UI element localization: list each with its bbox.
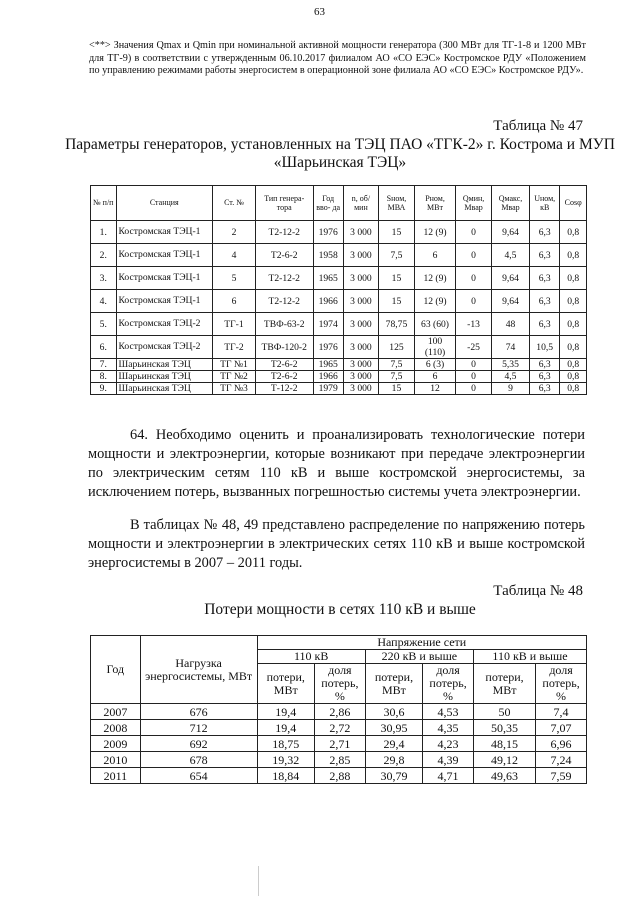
cell: 6,3	[529, 244, 559, 267]
cell: 12 (9)	[414, 290, 455, 313]
cell: Т2-12-2	[255, 221, 313, 244]
cell: 9,64	[492, 221, 530, 244]
table-row	[91, 290, 587, 313]
cell: 2,85	[314, 752, 365, 768]
cell: 1979	[313, 383, 343, 395]
cell: Т2-6-2	[255, 244, 313, 267]
cell: 15	[379, 221, 415, 244]
cell: -25	[456, 336, 492, 359]
col-header-s-nom: Sном, МВА	[379, 186, 415, 221]
cell: 6	[414, 244, 455, 267]
cell: -13	[456, 313, 492, 336]
cell: 2,71	[314, 736, 365, 752]
col-header-loss: потери, МВт	[473, 664, 535, 704]
cell: 1958	[313, 244, 343, 267]
cell: 7,24	[536, 752, 587, 768]
table-47-label: Таблица № 47	[493, 118, 583, 134]
page-number: 63	[314, 6, 325, 18]
cell: 9	[492, 383, 530, 395]
cell: 30,79	[365, 768, 422, 784]
cell: 8.	[91, 371, 117, 383]
cell: 0	[456, 267, 492, 290]
cell: 30,95	[365, 720, 422, 736]
cell: 4,39	[423, 752, 474, 768]
cell: 9,64	[492, 290, 530, 313]
cell: 49,12	[473, 752, 535, 768]
cell: 0	[456, 383, 492, 395]
cell: 9.	[91, 383, 117, 395]
table-row	[91, 704, 587, 720]
cell: 50,35	[473, 720, 535, 736]
cell: 2,86	[314, 704, 365, 720]
power-losses-table	[90, 635, 587, 784]
cell: Т2-6-2	[255, 371, 313, 383]
cell: 2010	[91, 752, 141, 768]
cell: 0,8	[560, 221, 587, 244]
cell: 0,8	[560, 267, 587, 290]
cell: 3 000	[343, 383, 378, 395]
cell: ТГ №2	[213, 371, 256, 383]
cell: 63 (60)	[414, 313, 455, 336]
col-header-loss: потери, МВт	[365, 664, 422, 704]
cell: 6,3	[529, 313, 559, 336]
col-header-110kv: 110 кВ	[257, 650, 365, 664]
cell: 2009	[91, 736, 141, 752]
cell: 678	[140, 752, 257, 768]
col-header-q-max: Qмакс, Мвар	[492, 186, 530, 221]
cell: 19,4	[257, 720, 314, 736]
cell: 3 000	[343, 371, 378, 383]
cell: 50	[473, 704, 535, 720]
cell: Костромская ТЭЦ-1	[116, 221, 213, 244]
cell: 15	[379, 383, 415, 395]
cell: Костромская ТЭЦ-1	[116, 290, 213, 313]
cell: ТВФ-63-2	[255, 313, 313, 336]
cell: 0	[456, 244, 492, 267]
cell: 6	[213, 290, 256, 313]
cell: Шарьинская ТЭЦ	[116, 371, 213, 383]
cell: ТГ-1	[213, 313, 256, 336]
cell: 9,64	[492, 267, 530, 290]
cell: 6,96	[536, 736, 587, 752]
col-header-q-min: Qмин, Мвар	[456, 186, 492, 221]
col-header-station: Станция	[116, 186, 213, 221]
cell: 49,63	[473, 768, 535, 784]
cell: 15	[379, 290, 415, 313]
table-48-label: Таблица № 48	[493, 583, 583, 599]
cell: 654	[140, 768, 257, 784]
cell: 6 (3)	[414, 359, 455, 371]
cell: ТГ-2	[213, 336, 256, 359]
cell: 2008	[91, 720, 141, 736]
cell: 7,5	[379, 359, 415, 371]
cell: 3 000	[343, 359, 378, 371]
col-header-220kv: 220 кВ и выше	[365, 650, 473, 664]
cell: Шарьинская ТЭЦ	[116, 383, 213, 395]
cell: Т2-12-2	[255, 267, 313, 290]
cell: 6,3	[529, 267, 559, 290]
cell: 7.	[91, 359, 117, 371]
cell: 6,3	[529, 371, 559, 383]
cell: 125	[379, 336, 415, 359]
cell: 7,4	[536, 704, 587, 720]
cell: 19,32	[257, 752, 314, 768]
col-header-year: Год вво- да	[313, 186, 343, 221]
cell: 12 (9)	[414, 267, 455, 290]
cell: 15	[379, 267, 415, 290]
cell: 48,15	[473, 736, 535, 752]
cell: 7,5	[379, 244, 415, 267]
cell: 12 (9)	[414, 221, 455, 244]
cell: 78,75	[379, 313, 415, 336]
cell: 3 000	[343, 221, 378, 244]
cell: 3.	[91, 267, 117, 290]
cell: 1976	[313, 221, 343, 244]
cell: 30,6	[365, 704, 422, 720]
cell: 1966	[313, 290, 343, 313]
cell: 1976	[313, 336, 343, 359]
cell: 0,8	[560, 336, 587, 359]
cell: 4,23	[423, 736, 474, 752]
table-row	[91, 221, 587, 244]
cell: 5.	[91, 313, 117, 336]
cell: 4,35	[423, 720, 474, 736]
cell: 4.	[91, 290, 117, 313]
cell: Шарьинская ТЭЦ	[116, 359, 213, 371]
col-header-cosphi: Cosφ	[560, 186, 587, 221]
cell: Костромская ТЭЦ-1	[116, 267, 213, 290]
table-row	[91, 244, 587, 267]
cell: 12	[414, 383, 455, 395]
cell: 2011	[91, 768, 141, 784]
paragraph-tables-intro: В таблицах № 48, 49 представлено распределение по напряжению потерь мощности и электроэнергии в электрических сетях 110 кВ и выше костромской энергосистемы в 2007 – 2011 годы.	[88, 517, 585, 571]
table-48-title: Потери мощности в сетях 110 кВ и выше	[204, 601, 476, 618]
cell: 0	[456, 290, 492, 313]
cell: 3 000	[343, 336, 378, 359]
cell: Костромская ТЭЦ-2	[116, 336, 213, 359]
cell: 676	[140, 704, 257, 720]
cell: 48	[492, 313, 530, 336]
cell: 5,35	[492, 359, 530, 371]
table-row	[91, 720, 587, 736]
cell: 6,3	[529, 221, 559, 244]
cell: 2,72	[314, 720, 365, 736]
cell: 100 (110)	[414, 336, 455, 359]
col-header-number: № п/п	[91, 186, 117, 221]
col-header-year: Год	[91, 636, 141, 704]
cell: 29,8	[365, 752, 422, 768]
cell: 0,8	[560, 290, 587, 313]
table-row	[91, 736, 587, 752]
cell: Костромская ТЭЦ-1	[116, 244, 213, 267]
footnote: <**> Значения Qmax и Qmin при номинальной активной мощности генератора (300 МВт для ТГ-1-8 и 1200 МВт для ТГ-9) в соответствии с утвержденным 06.10.2017 филиалом АО «СО ЕЭС» Костромское РДУ «Положением по управлению режимами работы энергосистем в операционной зоне филиала АО «СО ЕЭС» Костромское РДУ».	[89, 40, 586, 76]
cell: 2,88	[314, 768, 365, 784]
cell: 4,53	[423, 704, 474, 720]
cell: 1974	[313, 313, 343, 336]
cell: 18,75	[257, 736, 314, 752]
cell: 18,84	[257, 768, 314, 784]
cell: 19,4	[257, 704, 314, 720]
cell: 0,8	[560, 313, 587, 336]
cell: 7,07	[536, 720, 587, 736]
cell: 1.	[91, 221, 117, 244]
cell: ТГ №3	[213, 383, 256, 395]
table-47-title: Параметры генераторов, установленных на ТЭЦ ПАО «ТГК-2» г. Кострома и МУП «Шарьинская ТЭЦ»	[65, 136, 615, 171]
table-row	[91, 359, 587, 371]
cell: 2	[213, 221, 256, 244]
cell: 7,59	[536, 768, 587, 784]
scan-artifact-line	[258, 866, 259, 896]
cell: 6,3	[529, 359, 559, 371]
cell: 7,5	[379, 371, 415, 383]
col-header-rpm: n, об/мин	[343, 186, 378, 221]
col-header-gen-type: Тип генера- тора	[255, 186, 313, 221]
cell: 6	[414, 371, 455, 383]
col-header-110kv-plus: 110 кВ и выше	[473, 650, 586, 664]
cell: 5	[213, 267, 256, 290]
paragraph-64: 64. Необходимо оценить и проанализировать технологические потери мощности и электроэнергии, которые возникают при передаче электроэнергии по электрическим сетям 110 кВ и выше костромской энергосистемы, за исключением потерь, вызванных погрешностью системы учета электроэнергии.	[88, 427, 585, 500]
cell: 29,4	[365, 736, 422, 752]
cell: 712	[140, 720, 257, 736]
cell: 10,5	[529, 336, 559, 359]
cell: 3 000	[343, 267, 378, 290]
table-header-row	[91, 636, 587, 650]
cell: 4,71	[423, 768, 474, 784]
table-row	[91, 752, 587, 768]
cell: 0,8	[560, 383, 587, 395]
cell: 74	[492, 336, 530, 359]
cell: Т2-12-2	[255, 290, 313, 313]
col-header-share: доля потерь, %	[314, 664, 365, 704]
col-header-load: Нагрузка энергосистемы, МВт	[140, 636, 257, 704]
table-row	[91, 267, 587, 290]
table-header-row	[91, 186, 587, 221]
cell: 0	[456, 359, 492, 371]
cell: 3 000	[343, 313, 378, 336]
cell: Т2-6-2	[255, 359, 313, 371]
col-header-loss: потери, МВт	[257, 664, 314, 704]
table-row	[91, 336, 587, 359]
table-row	[91, 768, 587, 784]
cell: 0,8	[560, 359, 587, 371]
col-header-share: доля потерь, %	[423, 664, 474, 704]
cell: Костромская ТЭЦ-2	[116, 313, 213, 336]
table-row	[91, 371, 587, 383]
cell: 4,5	[492, 244, 530, 267]
cell: 1965	[313, 267, 343, 290]
cell: 0,8	[560, 371, 587, 383]
cell: 2007	[91, 704, 141, 720]
cell: 4,5	[492, 371, 530, 383]
table-row	[91, 313, 587, 336]
table-row	[91, 383, 587, 395]
cell: ТГ №1	[213, 359, 256, 371]
cell: 4	[213, 244, 256, 267]
cell: 1965	[313, 359, 343, 371]
cell: Т-12-2	[255, 383, 313, 395]
col-header-u-nom: Uном, кВ	[529, 186, 559, 221]
col-header-share: доля потерь, %	[536, 664, 587, 704]
cell: 0	[456, 371, 492, 383]
cell: 692	[140, 736, 257, 752]
col-header-st-no: Ст. №	[213, 186, 256, 221]
cell: 0	[456, 221, 492, 244]
cell: 0,8	[560, 244, 587, 267]
col-header-p-nom: Рном, МВт	[414, 186, 455, 221]
cell: 6,3	[529, 383, 559, 395]
cell: 1966	[313, 371, 343, 383]
cell: 6,3	[529, 290, 559, 313]
generator-parameters-table	[90, 185, 587, 395]
cell: 6.	[91, 336, 117, 359]
cell: ТВФ-120-2	[255, 336, 313, 359]
cell: 3 000	[343, 244, 378, 267]
cell: 2.	[91, 244, 117, 267]
cell: 3 000	[343, 290, 378, 313]
col-header-voltage: Напряжение сети	[257, 636, 586, 650]
